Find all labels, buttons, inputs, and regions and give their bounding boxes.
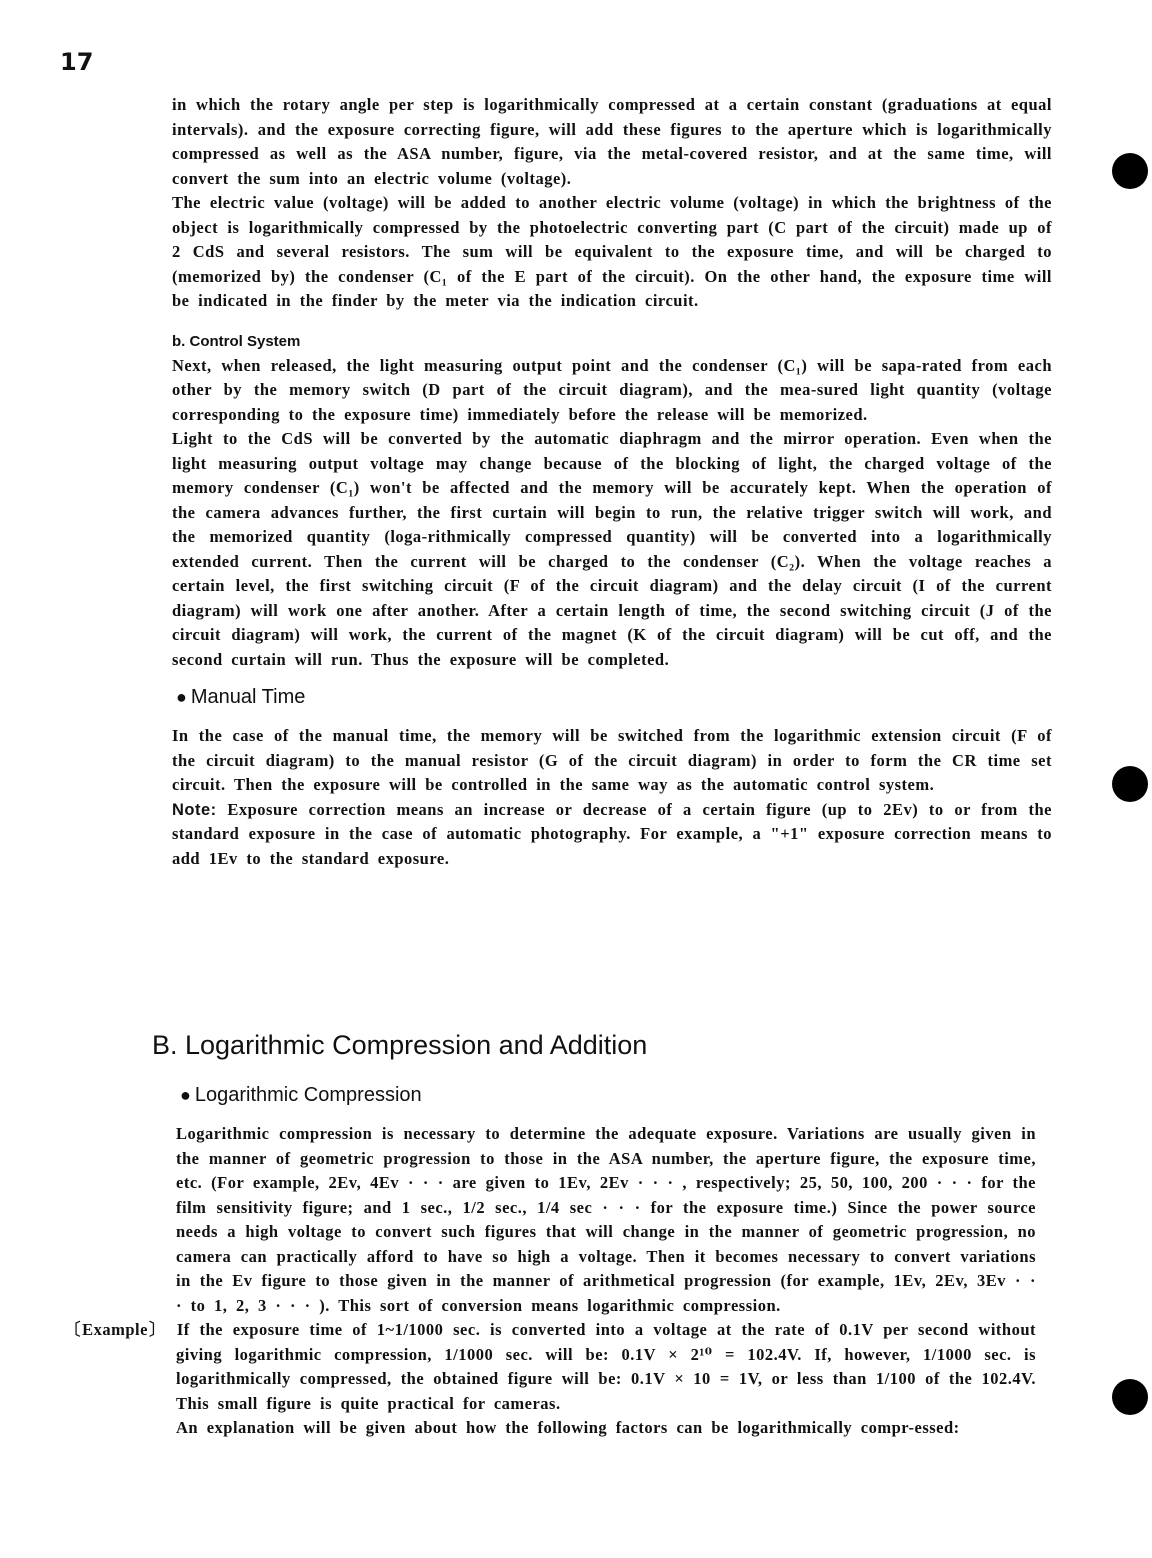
- control-system-paragraph-1: Next, when released, the light measuring output point and the condenser (C₁) will be sapa-rated from each other by the memory switch (D part of the circuit diagram), and the mea-sured light quantity (voltage corresponding to the exposure time) immediately before the release will be memorized.: [172, 355, 1052, 424]
- binder-hole-3: [1112, 1379, 1148, 1415]
- page-number: 17: [60, 48, 94, 76]
- log-compression-heading: [180, 1082, 1036, 1108]
- intro-paragraph-2: The electric value (voltage) will be added to another electric volume (voltage) in which the brightness of the object is logarithmically compressed by the photoelectric converting part (C part of the circuit) made up of 2 CdS and several resistors. The sum will be equivalent to the exposure time, and will be charged to (memorized by) the condenser (C₁ of the E part of the circuit). On the other hand, the exposure time will be indicated in the finder by the meter via the indication circuit.: [172, 193, 1052, 310]
- example-paragraph: 〔Example〕 If the exposure time of 1~1/1000 sec. is converted into a voltage at the rate of 0.1V per second without giving logarithmic compression, 1/1000 sec. will be: 0.1V × 2¹⁰ = 102.4V. If, however, 1/1000 sec. is logarithmically compressed, the obtained figure will be: 0.1V × 10 = 1V, or less than 1/100 of the 102.4V. This small figure is quite practical for cameras.: [64, 1320, 1036, 1413]
- bullet-icon: ●: [180, 1085, 191, 1105]
- log-compression-heading-text: Logarithmic Compression: [194, 1084, 422, 1106]
- note-label: Note:: [172, 800, 217, 819]
- note-paragraph: [172, 798, 1052, 872]
- section-title: B. Logarithmic Compression and Addition: [152, 1030, 648, 1060]
- closing-paragraph: An explanation will be given about how the following factors can be logarithmically compr-essed:: [176, 1418, 960, 1437]
- manual-time-paragraph: In the case of the manual time, the memory will be switched from the logarithmic extension circuit (F of the circuit diagram) to the manual resistor (G of the circuit diagram) in order to form the CR time set circuit. Then the exposure will be controlled in the same way as the automatic control system.: [172, 726, 1052, 794]
- control-system-paragraph-2: Light to the CdS will be converted by the automatic diaphragm and the mirror operation. Even when the light measuring output voltage may change because of the blocking of light, the charged voltage of the memory condenser (C₁) won't be affected and the memory will be accurately kept. When the operation of the camera advances further, the first curtain will begin to run, the relative trigger switch will work, and the memorized quantity (loga-rithmically compressed quantity) will be converted into a logarithmically extended current. Then the current will be charged to the condenser (C₂). When the voltage reaches a certain level, the first switching circuit (F of the circuit diagram) and the delay circuit (I of the current diagram) will work one after another. After a certain length of time, the second switching circuit (J of the circuit diagram) will work, the current of the magnet (K of the circuit diagram) will be cut off, and the second curtain will run. Thus the exposure will be completed.: [172, 429, 1052, 669]
- bullet-icon: ●: [176, 687, 187, 707]
- log-compression-paragraph: Logarithmic compression is necessary to determine the adequate exposure. Variations are usually given in the manner of geometric progression to those in the ASA number, the aperture figure, the exposure time, etc. (For example, 2Ev, 4Ev · · · are given to 1Ev, 2Ev · · · , respectively; 25, 50, 100, 200 · · · for the film sensitivity figure; and 1 sec., 1/2 sec., 1/4 sec · · · for the exposure time.) Since the power source needs a high voltage to convert such figures that will change in the manner of geometric progression, no camera can practically afford to have so high a voltage. Then it becomes necessary to convert variations in the Ev figure to those given in the manner of arithmetical progression (for example, 1Ev, 2Ev, 3Ev · · · to 1, 2, 3 · · · ). This sort of conversion means logarithmic compression.: [176, 1124, 1036, 1315]
- manual-time-heading-text: Manual Time: [190, 686, 306, 708]
- section-b-text-column: [64, 1080, 1036, 1441]
- binder-hole-2: [1112, 766, 1148, 802]
- manual-time-heading: [176, 684, 1052, 710]
- control-system-heading: b. Control System: [172, 332, 301, 350]
- note-text: Exposure correction means an increase or decrease of a certain figure (up to 2Ev) to or from the standard exposure in the case of automatic photography. For example, a "+1" exposure correction means to add 1Ev to the standard exposure.: [172, 799, 1052, 868]
- main-text-column: [172, 93, 1052, 871]
- binder-hole-1: [1112, 153, 1148, 189]
- intro-paragraph-1: in which the rotary angle per step is logarithmically compressed at a certain constant (graduations at equal intervals). and the exposure correcting figure, will add these figures to the aperture which is logarithmically compressed as well as the ASA number, figure, via the metal-covered resistor, and at the same time, will convert the sum into an electric volume (voltage).: [172, 95, 1052, 188]
